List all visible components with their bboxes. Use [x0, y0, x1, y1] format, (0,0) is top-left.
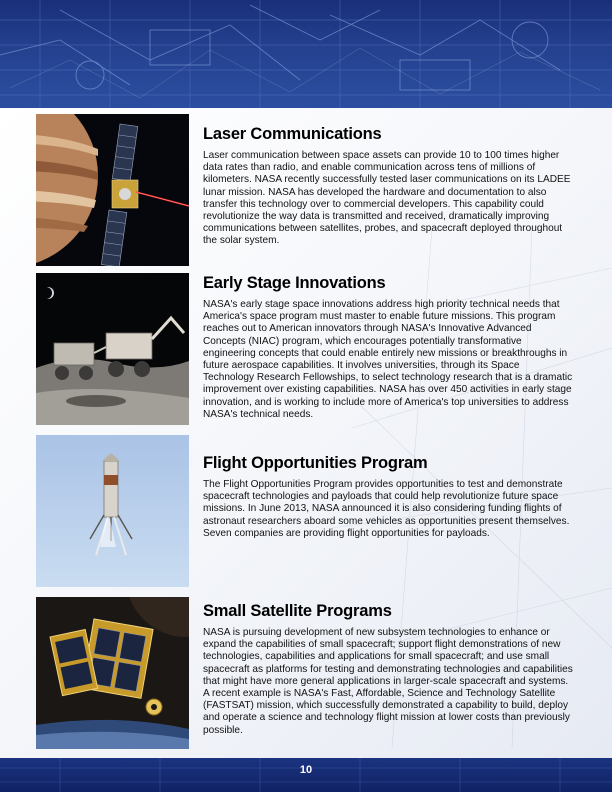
- section-body: Laser communication between space assets can provide 10 to 100 times higher data rates than radio, and enable communication across tens of millions of kilometers. NASA recently successfully tested laser communications on its LADEE lunar mission. NASA has developed the hardware and documentation to also transfer this technology over to commercial developers. This capability could revolutionize the way data is transmitted and received, dramatically improving communications between satellites, probes, and spacecraft deployed throughout the solar system.: [203, 150, 571, 247]
- section-early-stage-innovations: [36, 273, 576, 425]
- section-flight-opportunities: [36, 435, 576, 587]
- section-body: The Flight Opportunities Program provides opportunities to test and demonstrate spacecraft technologies and payloads that could help revolutionize future space missions. In June 2013, NASA announced it is also considering funding flights of astronaut researchers aboard some vehicles as opportunities present themselves. Seven companies are providing flight opportunities for payloads.: [203, 479, 570, 539]
- section-title: Small Satellite Programs: [203, 602, 392, 620]
- section-title: Laser Communications: [203, 125, 382, 143]
- section-body: NASA is pursuing development of new subsystem technologies to enhance or expand the capabilities of small spacecraft; support flight demonstrations of new technologies, capabilities and applications for small spacecraft; and use small spacecraft as platforms for testing and demonstrating technologies and capabilities that might have more general applications in larger-scale spacecraft and systems. A recent example is NASA's Fast, Affordable, Science and Technology Satellite (FASTSAT) mission, which successfully demonstrated a capability to build, deploy and operate a science and technology flight mission at lower costs than previously possible.: [203, 627, 573, 736]
- section-small-satellite: [36, 597, 576, 749]
- laser-satellite-image: [36, 114, 189, 266]
- footer-band: [0, 758, 612, 792]
- header-band: [0, 0, 612, 108]
- lunar-rover-image: [36, 273, 189, 425]
- rocket-lander-image: [36, 435, 189, 587]
- page-number: 10: [299, 764, 313, 776]
- small-satellite-image: [36, 597, 189, 749]
- blueprint-pattern: [0, 0, 612, 108]
- section-title: Early Stage Innovations: [203, 274, 386, 292]
- section-laser-communications: [36, 114, 576, 266]
- section-title: Flight Opportunities Program: [203, 454, 428, 472]
- section-body: NASA's early stage space innovations address high priority technical needs that America's space program must master to enable future missions. This program reaches out to American innovators through NASA's Innovative Advanced Concepts (NIAC) program, which encourages potentially transformative engineering concepts that could enable entirely new missions or breakthroughs in future aerospace capabilities. It involves universities, through its Space Technology Research Fellowships, to select technology research that is a dramatic improvement over existing capabilities. NASA has over 450 activities in early stage innovation, and is working to include more of America's top universities to address NASA's technical needs.: [203, 299, 573, 420]
